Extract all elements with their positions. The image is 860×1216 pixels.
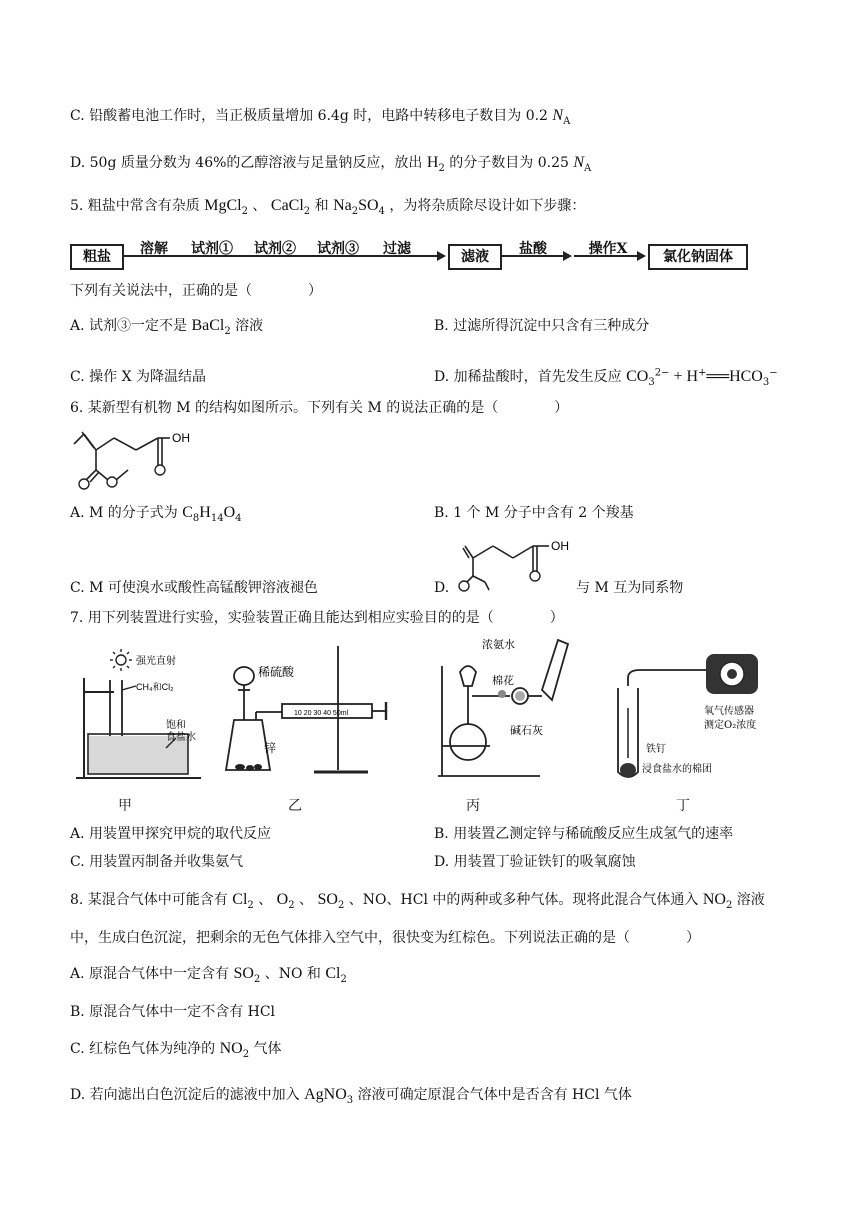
- ding-sensor-label-2: 测定O₂浓度: [704, 720, 757, 731]
- bing-lime-label: 碱石灰: [510, 724, 543, 737]
- q8-stem-line1: 8. 某混合气体中可能含有 $Cl_2$ 、 $O_2$ 、 $SO_2$ 、NO、HCl 中的两种或多种气体。现将此混合气体通入 $NO_2$ 溶液: [70, 891, 765, 911]
- apparatus-yi: [218, 640, 388, 785]
- q5-question: 下列有关说法中，正确的是（ ）: [70, 283, 322, 299]
- q8-stem-line2: 中，生成白色沉淀，把剩余的无色气体排入空气中，很快变为红棕色。下列说法正确的是（ ）: [70, 930, 700, 946]
- flow-step-reagent3: 试剂③: [317, 241, 359, 257]
- ding-nail-label: 铁钉: [646, 744, 666, 755]
- q4-option-c: C. 铅酸蓄电池工作时，当正极质量增加 6.4g 时，电路中转移电子数目为 0.2 $N_A$: [70, 107, 571, 127]
- flow-step-dissolve: 溶解: [140, 241, 168, 257]
- molecule-d-oh-label: OH: [551, 539, 569, 553]
- jia-sun-label: 强光直射: [136, 656, 176, 667]
- apparatus-ding-caption: 丁: [676, 798, 690, 814]
- q8-option-a: A. 原混合气体中一定含有 $SO_2$ 、NO 和 $Cl_2$: [70, 965, 347, 985]
- q5-option-d: D. 加稀盐酸时，首先发生反应 $CO_3^{2-}$ + $H^+══HCO_3^-$: [434, 367, 778, 388]
- q8-option-d: D. 若向滤出白色沉淀后的滤液中加入 AgNO$_3$ 溶液可确定原混合气体中是否含有 HCl 气体: [70, 1086, 632, 1106]
- flow-step-reagent1: 试剂①: [191, 241, 233, 257]
- jia-water-label-1: 饱和: [166, 720, 186, 731]
- q7-stem: 7. 用下列装置进行实验，实验装置正确且能达到相应实验目的的是（ ）: [70, 610, 564, 626]
- q5-flow-chart: [70, 238, 790, 270]
- flow-step-filter: 过滤: [383, 241, 411, 257]
- jia-gas-label: CH₄和Cl₂: [136, 682, 174, 692]
- q7-option-d: D. 用装置丁验证铁钉的吸氧腐蚀: [434, 854, 636, 870]
- molecule-m-structure: [66, 424, 206, 494]
- ding-cotton-label: 浸食盐水的棉团: [642, 764, 712, 775]
- apparatus-jia: [66, 648, 216, 783]
- apparatus-ding: [610, 648, 790, 783]
- q5-option-b: B. 过滤所得沉淀中只含有三种成分: [434, 318, 650, 334]
- yi-zinc-label: 锌: [264, 741, 277, 755]
- bing-cotton-label: 棉花: [492, 674, 514, 687]
- q6-option-d-text: 与 M 互为同系物: [576, 580, 684, 596]
- flow-step-reagent2: 试剂②: [254, 241, 296, 257]
- q6-option-b: B. 1 个 M 分子中含有 2 个羧基: [434, 505, 634, 521]
- jia-water-label-2: 食盐水: [166, 732, 196, 743]
- apparatus-bing-caption: 丙: [466, 798, 480, 814]
- apparatus-yi-caption: 乙: [288, 798, 302, 814]
- q6-stem: 6. 某新型有机物 M 的结构如图所示。下列有关 M 的说法正确的是（ ）: [70, 400, 569, 416]
- yi-scale-label: 10 20 30 40 50ml: [294, 710, 349, 717]
- molecule-oh-label: OH: [172, 431, 190, 445]
- q5-option-c: C. 操作 X 为降温结晶: [70, 369, 206, 385]
- q5-option-a: A. 试剂③一定不是 BaCl$_2$ 溶液: [70, 317, 264, 337]
- q6-option-c: C. M 可使溴水或酸性高锰酸钾溶液褪色: [70, 580, 318, 596]
- flow-step-hcl: 盐酸: [519, 241, 547, 257]
- yi-acid-label: 稀硫酸: [258, 665, 295, 679]
- q7-option-c: C. 用装置丙制备并收集氨气: [70, 854, 244, 870]
- flow-start-box: 粗盐: [70, 244, 124, 270]
- q6-option-d-label: D.: [434, 580, 450, 596]
- flow-filtrate-box: 滤液: [448, 244, 502, 270]
- q5-stem: 5. 粗盐中常含有杂质 MgCl$_2$ 、 CaCl$_2$ 和 $Na_2SO_4$ ，为将杂质除尽设计如下步骤：: [70, 197, 586, 217]
- flow-end-box: 氯化钠固体: [648, 244, 748, 270]
- q7-option-a: A. 用装置甲探究甲烷的取代反应: [70, 826, 272, 842]
- q7-option-b: B. 用装置乙测定锌与稀硫酸反应生成氢气的速率: [434, 826, 734, 842]
- ding-sensor-label-1: 氧气传感器: [704, 706, 754, 717]
- molecule-d-structure: [455, 536, 580, 596]
- flow-step-op-x: 操作X: [588, 241, 628, 257]
- q4-option-d: D. 50g 质量分数为 46%的乙醇溶液与足量钠反应，放出 $H_2$ 的分子数目为 0.25 $N_A$: [70, 154, 592, 174]
- apparatus-bing: [430, 626, 580, 781]
- q8-option-c: C. 红棕色气体为纯净的 $NO_2$ 气体: [70, 1040, 282, 1060]
- q6-option-a: A. M 的分子式为 $C_8H_{14}O_4$: [70, 504, 242, 524]
- apparatus-jia-caption: 甲: [118, 798, 132, 814]
- bing-ammonia-label: 浓氨水: [482, 638, 515, 651]
- q8-option-b: B. 原混合气体中一定不含有 HCl: [70, 1004, 276, 1020]
